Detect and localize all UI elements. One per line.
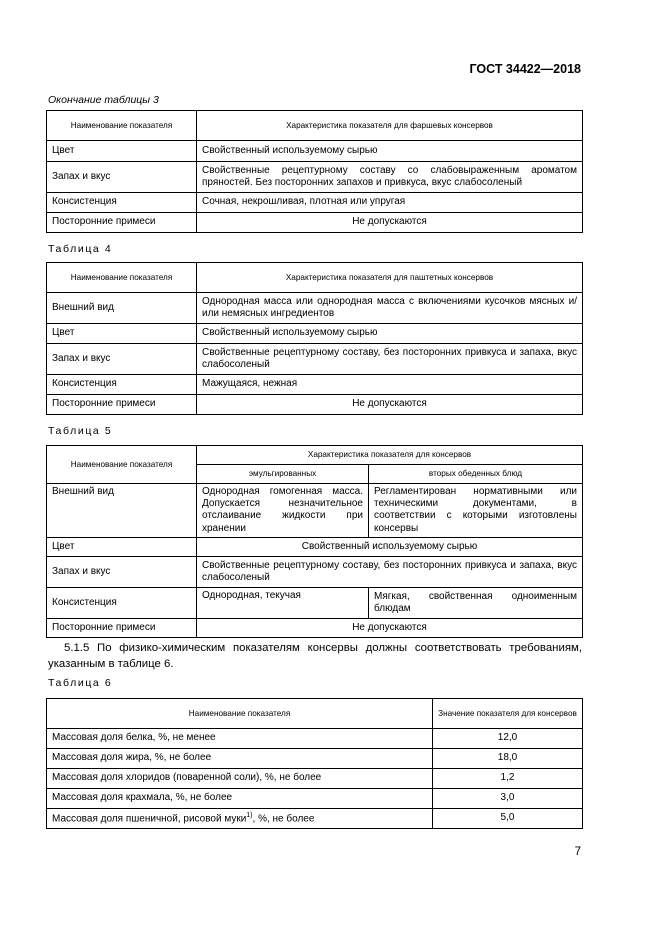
document-number: ГОСТ 34422—2018 — [469, 62, 581, 76]
table4 — [46, 262, 583, 415]
table-cell: Свойственные рецептурному составу, без посторонних привкуса и запаха, вкус слабосоленый — [197, 556, 583, 587]
table-cell — [47, 809, 433, 829]
table-cell: Мажущаяся, нежная — [197, 375, 583, 395]
table-cell: Массовая доля белка, %, не менее — [47, 729, 433, 749]
table-cell: Консистенция — [47, 587, 197, 618]
table-cell: Не допускаются — [197, 395, 583, 415]
table3-header-name: Наименование показателя — [47, 111, 197, 141]
table-cell: Внешний вид — [47, 484, 197, 538]
table-cell: Мягкая, свойственная одноименным блюдам — [369, 587, 583, 618]
table-cell: Массовая доля хлоридов (поваренной соли), %, не более — [47, 769, 433, 789]
table-cell: Запах и вкус — [47, 344, 197, 375]
table-cell: Не допускаются — [197, 618, 583, 637]
table-cell: Свойственные рецептурному составу со слабовыраженным ароматом пряностей. Без посторонних запахов и привкуса, вкус слабосоленый — [197, 162, 583, 193]
table-cell: 5,0 — [433, 809, 583, 829]
table-cell: Внешний вид — [47, 293, 197, 324]
table5-header-emulsified: эмульгированных — [197, 465, 369, 484]
table-cell: Однородная гомогенная масса. Допускается незначительное отслаивание жидкости при хранении — [197, 484, 369, 538]
table6 — [46, 698, 583, 829]
table-cell: Цвет — [47, 324, 197, 344]
table6-header-value: Значение показателя для консервов — [433, 699, 583, 729]
table-cell: Массовая доля жира, %, не более — [47, 749, 433, 769]
flour-label: Массовая доля пшеничной, рисовой муки — [52, 813, 247, 825]
table5-header-group: Характеристика показателя для консервов — [197, 446, 583, 465]
table3 — [46, 110, 583, 233]
table6-header-name: Наименование показателя — [47, 699, 433, 729]
table-cell: Посторонние примеси — [47, 213, 197, 233]
footnote-ref: 1) — [246, 811, 253, 819]
table4-caption: Таблица 4 — [48, 243, 113, 255]
table3-header-characteristic: Характеристика показателя для фаршевых консервов — [197, 111, 583, 141]
table5 — [46, 445, 583, 638]
table-cell: Свойственный используемому сырью — [197, 324, 583, 344]
paragraph-5-1-5: 5.1.5 По физико-химическим показателям консервы должны соответствовать требованиям, указанным в таблице 6. — [48, 642, 582, 671]
table-cell: Запах и вкус — [47, 162, 197, 193]
table4-header-name: Наименование показателя — [47, 263, 197, 293]
table-cell: Посторонние примеси — [47, 395, 197, 415]
table-cell: Сочная, некрошливая, плотная или упругая — [197, 193, 583, 213]
table-cell: Свойственный используемому сырью — [197, 537, 583, 556]
table-cell: 12,0 — [433, 729, 583, 749]
table-cell: Запах и вкус — [47, 556, 197, 587]
table5-header-name: Наименование показателя — [47, 446, 197, 484]
table3-caption: Окончание таблицы 3 — [48, 94, 159, 106]
table5-header-main-dishes: вторых обеденных блюд — [369, 465, 583, 484]
table-cell: Однородная, текучая — [197, 587, 369, 618]
table-cell: Однородная масса или однородная масса с включениями кусочков мясных и/или немясных ингредиентов — [197, 293, 583, 324]
table-cell: Массовая доля крахмала, %, не более — [47, 789, 433, 809]
table-cell: Посторонние примеси — [47, 618, 197, 637]
table-cell: Регламентирован нормативными или техническими документами, в соответствии с которыми изготовлены консервы — [369, 484, 583, 538]
table-cell: Консистенция — [47, 375, 197, 395]
table4-header-characteristic: Характеристика показателя для паштетных консервов — [197, 263, 583, 293]
table-cell: 3,0 — [433, 789, 583, 809]
table-cell: Свойственные рецептурному составу, без посторонних привкуса и запаха, вкус слабосоленый — [197, 344, 583, 375]
table6-caption: Таблица 6 — [48, 677, 113, 689]
table-cell: Свойственный используемому сырью — [197, 141, 583, 162]
table-cell: Консистенция — [47, 193, 197, 213]
table-cell: 1,2 — [433, 769, 583, 789]
table-cell: Не допускаются — [197, 213, 583, 233]
table5-caption: Таблица 5 — [48, 425, 113, 437]
table-cell: Цвет — [47, 141, 197, 162]
page-number: 7 — [574, 846, 581, 858]
table-cell: Цвет — [47, 537, 197, 556]
flour-label-suffix: , %, не более — [252, 813, 315, 825]
table-cell: 18,0 — [433, 749, 583, 769]
